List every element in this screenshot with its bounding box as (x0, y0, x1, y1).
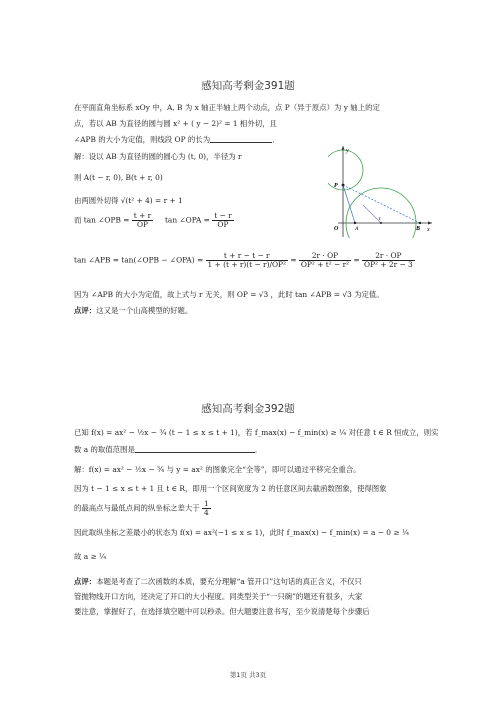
segment-pb (343, 185, 420, 223)
page-footer: 第1页 共3页 (229, 671, 267, 679)
p391-big-frac: $\frac{t + r - t - r}{\text{1 + (t + r)(t − r)/OP²}}$ (207, 251, 286, 269)
p391-frac-end: $\frac{2r \cdot OP}{\text{OP² + 2r − 3}}$ (364, 251, 413, 269)
p391-eq2: = (353, 255, 360, 265)
problem-392-title: 感知高考剩金392题 (201, 403, 295, 415)
p391-frac-mid: $\frac{2r \cdot OP}{\text{OP² + t² − r²}}$ (300, 251, 350, 269)
p391-frac-opa: $\frac{t - r}{OP}$ (214, 211, 232, 229)
point-b (419, 222, 421, 224)
p391-comment-text: 这又是一个山高模型的好题。 (96, 306, 193, 315)
p391-frac-opb: $\frac{t + r}{OP}$ (133, 211, 152, 229)
p391-statement-line1: 在平面直角坐标系 xOy 中，A, B 为 x 轴正半轴上两个动点，点 P（异于原点）为 y 轴上的定 (74, 103, 380, 112)
segment-pa (343, 185, 355, 223)
label-p: P (334, 183, 338, 189)
p392-comment-line3: 要注意，掌握好了，在选择填空题中可以秒杀。但大题要注意书写，至少说清楚每个步骤后 (74, 607, 370, 616)
p391-solution-line3: 由两圆外切得 √(t² + 4) = r + 1 (74, 196, 183, 205)
problem-391-title: 感知高考剩金391题 (201, 80, 295, 92)
p392-solution-line4: 因此取纵坐标之差最小的状态为 f(x) = ax²(−1 ≤ x ≤ 1)，此时 f_max(x) − f_min(x) = a − 0 ≥ ¼ (74, 528, 410, 537)
p391-eq1: = (290, 255, 297, 265)
point-center (380, 222, 382, 224)
p392-sol3-text: 的最高点与最低点间的纵坐标之差大于 (74, 503, 200, 513)
y-axis-arrow-icon (341, 146, 344, 150)
p392-comment-line2: 管抛物线开口方向，还决定了开口的大小程度。同类型关于“一只碗”的题还有很多，大家 (74, 592, 363, 601)
p391-tan-opa-label: tan ∠OPA = (164, 215, 210, 225)
p391-tan-opb-label: 而 tan ∠OPB = (74, 215, 130, 225)
p391-statement-line2: 点，若以 AB 为直径的圆与圆 x² + ( y − 2)² = 1 相外切，且 (74, 119, 277, 128)
label-b: B (416, 226, 421, 232)
p392-comment-label: 点评： (74, 577, 97, 586)
p391-solution-line5 (74, 252, 415, 269)
point-p (342, 184, 345, 187)
p392-solution-line3 (74, 500, 211, 517)
p391-comment-label: 点评： (74, 306, 97, 315)
label-a: A (355, 226, 359, 232)
p391-answer-blank[interactable] (210, 135, 272, 143)
label-y: y (346, 148, 349, 154)
p392-statement-line2 (74, 445, 262, 455)
p392-statement-line1: 已知 f(x) = ax² − ½x − ¾ (t − 1 ≤ x ≤ t + 1)，若 f_max(x) − f_min(x) ≥ ¼ 对任意 t ∈ R 恒成立，则实 (74, 428, 439, 437)
p391-solution-line4 (74, 212, 234, 229)
p392-solution-line1: 解：f(x) = ax² − ½x − ¾ 与 y = ax² 的图象完全“全等”，即可以通过平移完全重合。 (74, 465, 361, 474)
p391-statement-line3 (74, 135, 280, 145)
p392-answer-blank[interactable] (135, 445, 255, 453)
p392-line2-end: ． (254, 445, 263, 454)
p391-line3-text: ∠APB 的大小为定值，则线段 OP 的长为 (74, 135, 211, 144)
p391-figure (328, 144, 434, 238)
p391-solution-line6: 因为 ∠APB 的大小为定值，故上式与 r 无关，则 OP = √3 ，此时 tan ∠APB = √3 为定值。 (74, 290, 384, 299)
point-a (354, 222, 356, 224)
p392-sol3-frac: $\frac{1}{4}$ (204, 499, 209, 517)
p392-comment-line1 (74, 577, 362, 587)
p391-solution-line2: 则 A(t − r, 0), B(t + r, 0) (74, 173, 163, 182)
label-x: x (427, 227, 430, 233)
label-o: O (334, 226, 339, 232)
p392-solution-line2: 因为 t − 1 ≤ x ≤ t + 1 且 t ∈ R，即用一个区间宽度为 2 的任意区间去截函数图象，使得图象 (74, 484, 387, 493)
p391-tan-apb-label: tan ∠APB = tan(∠OPB − ∠OPA) = (74, 255, 204, 265)
p391-solution-line1: 解：设以 AB 为直径的圆的圆心为 (t, 0)，半径为 r (74, 152, 242, 161)
label-t: t (379, 216, 381, 222)
x-axis-arrow-icon (428, 221, 432, 224)
p392-solution-line5: 故 a ≥ ¼ (74, 552, 107, 561)
p392-comment-text1: 本题是考查了二次函数的本质，要充分理解“a 管开口”这句话的真正含义，不仅只 (96, 577, 362, 586)
p391-comment (74, 306, 192, 316)
p392-line2-text: 数 a 的取值范围是 (74, 445, 135, 454)
p391-line3-end: ． (272, 135, 280, 144)
